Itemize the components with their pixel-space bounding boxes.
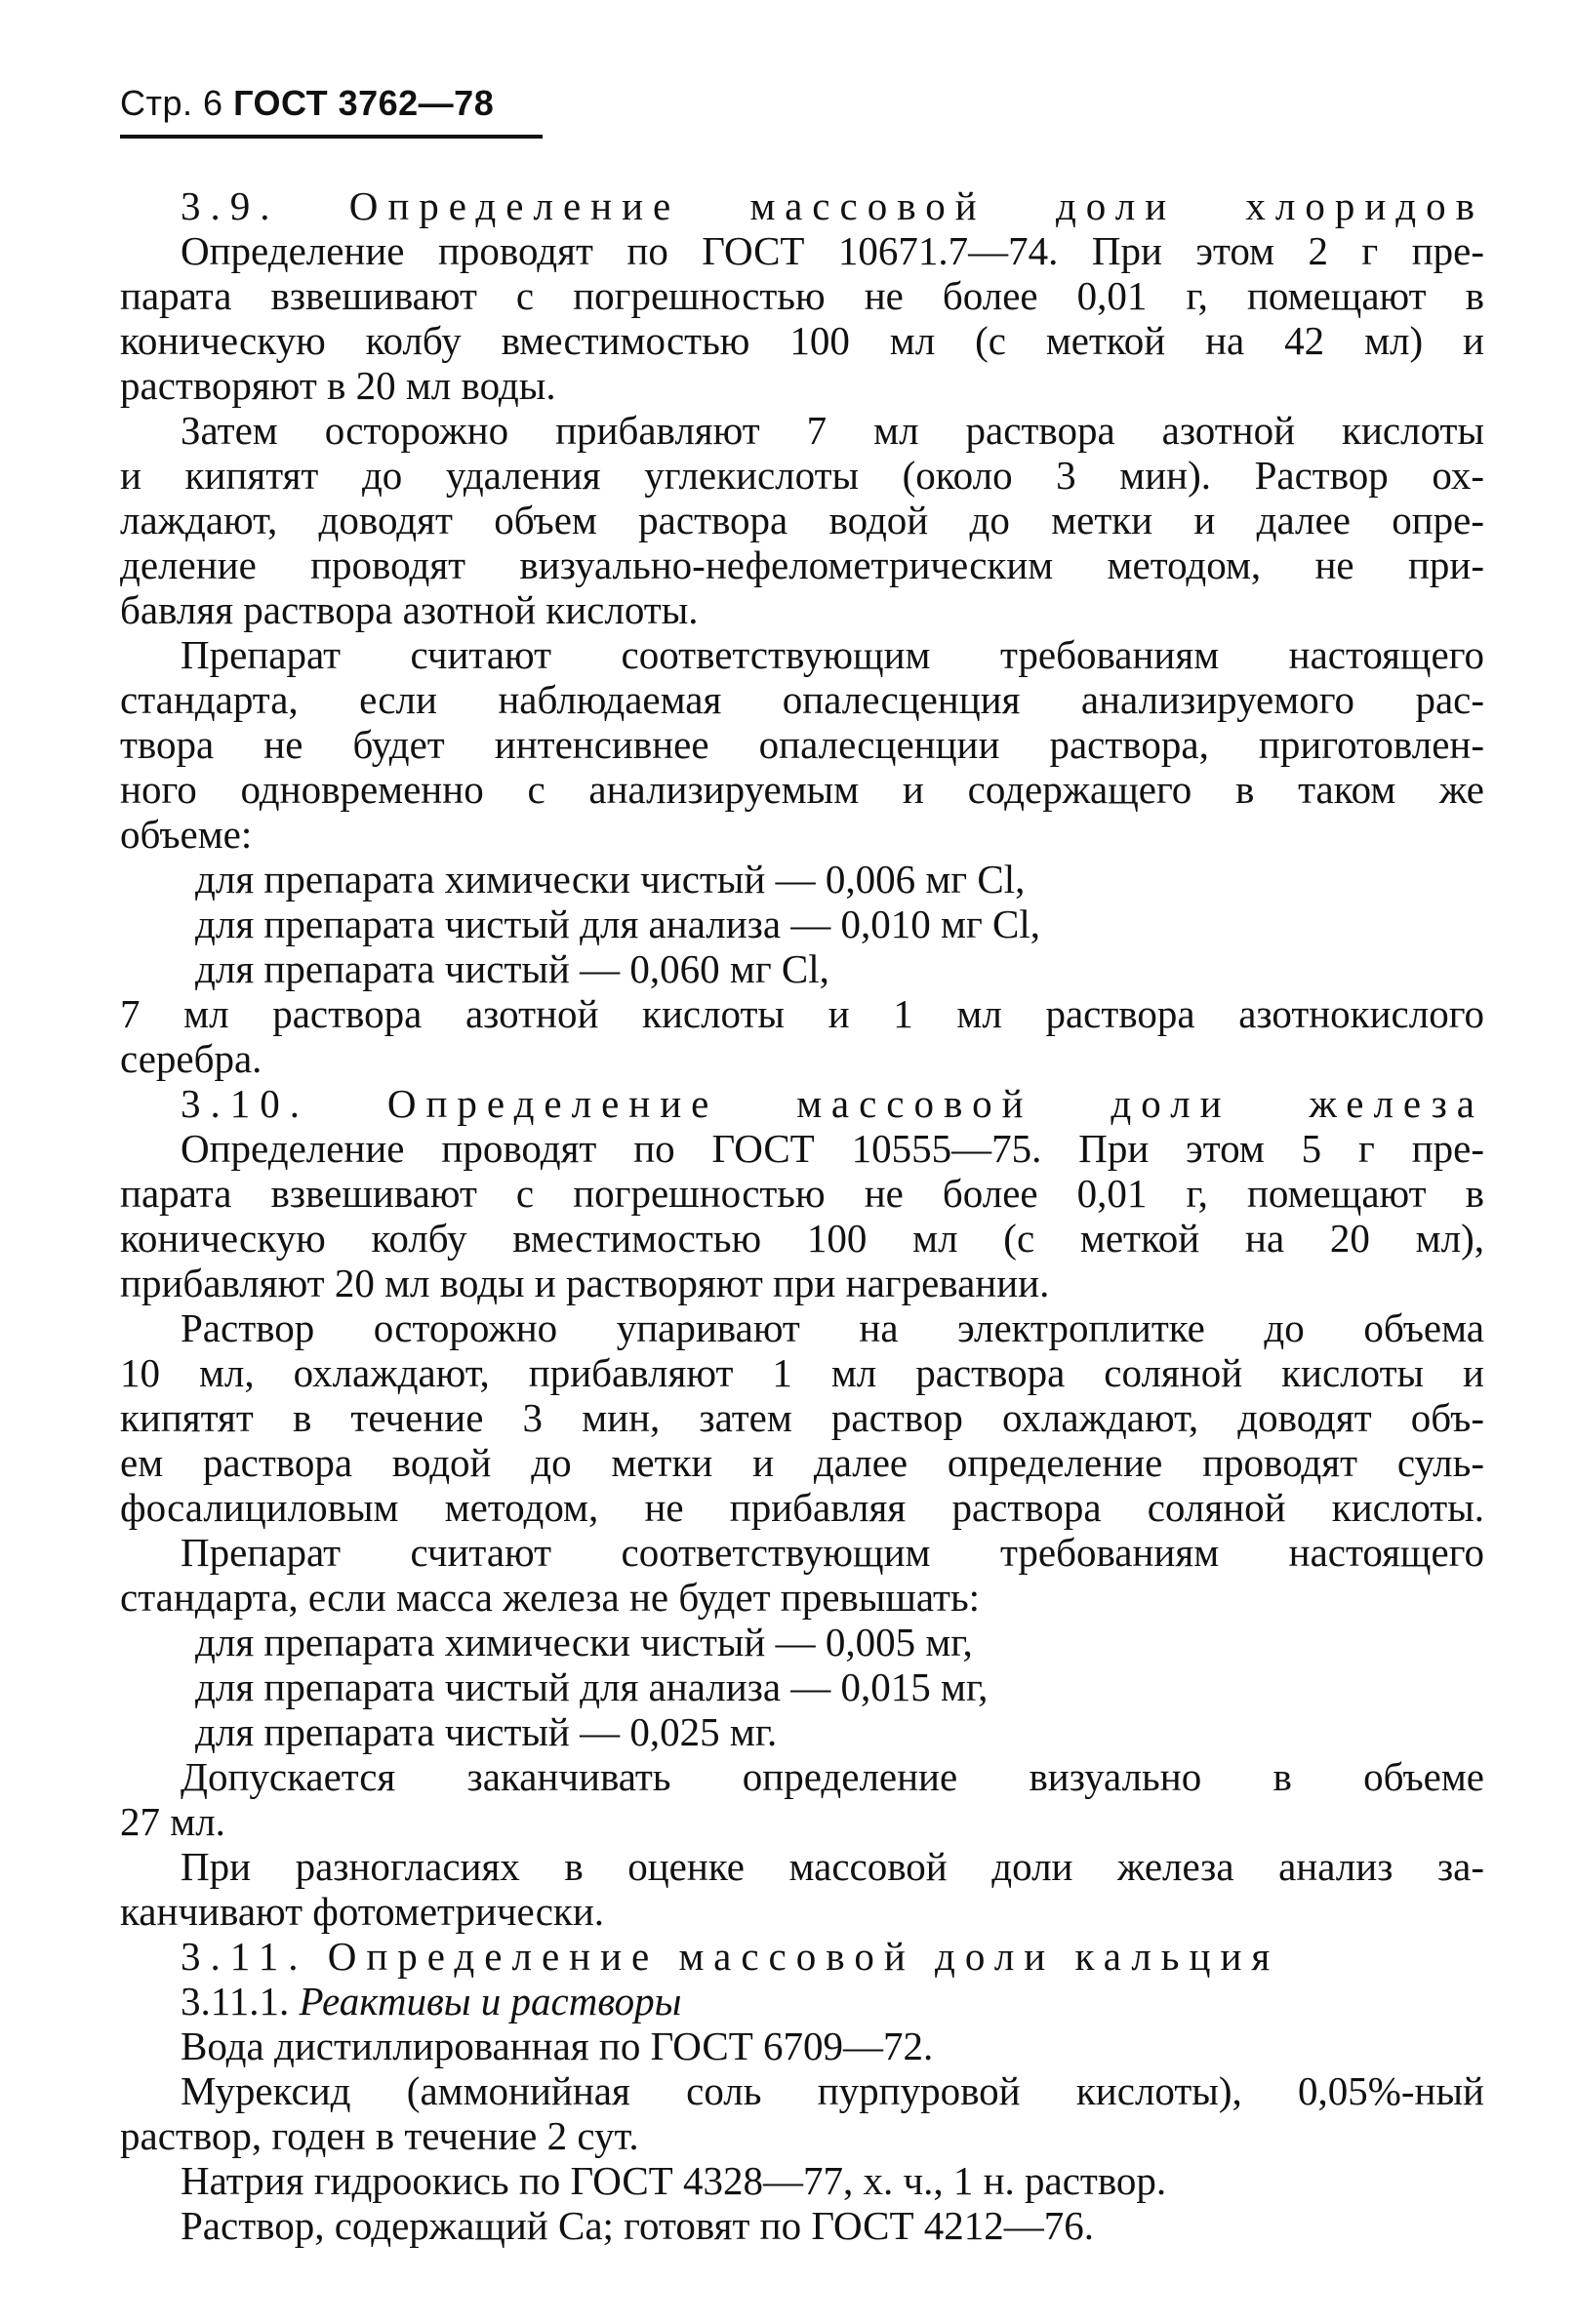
text-line: Препарат считают соответствующим требованиям настоящего [181,632,1484,677]
text-line: раствор, годен в течение 2 сут. [120,2113,639,2158]
subsection-number: 3.11.1. [181,1979,290,2023]
text-line: серебра. [120,1036,262,1081]
text-line: Затем осторожно прибавляют 7 мл раствора азотной кислоты [181,408,1484,453]
text-line: 10 мл, охлаждают, прибавляют 1 мл раствора соляной кислоты и [120,1350,1484,1395]
text-line: коническую колбу вместимостью 100 мл (с меткой на 20 мл), [120,1216,1484,1261]
text-line: Мурексид (аммонийная соль пурпуровой кислоты), 0,05%-ный [181,2068,1484,2113]
text-line: ного одновременно с анализируемым и содержащего в таком же [120,767,1484,812]
section-heading-chlorides: 3.9. Определение массовой доли хлоридов [181,183,1484,228]
text-line: и кипятят до удаления углекислоты (около 3 мин). Раствор ох- [120,453,1484,498]
list-item: для препарата химически чистый — 0,005 мг, [195,1620,973,1664]
text-line: парата взвешивают с погрешностью не более 0,01 г, помещают в [120,1171,1484,1216]
text-line: стандарта, если масса железа не будет превышать: [120,1575,981,1620]
page-header [120,84,494,123]
text-line: прибавляют 20 мл воды и растворяют при нагревании. [120,1261,1050,1305]
text-line: Препарат считают соответствующим требованиям настоящего [181,1530,1484,1575]
text-line: лаждают, доводят объем раствора водой до метки и далее опре- [120,498,1484,542]
list-item: для препарата химически чистый — 0,006 мг Cl, [195,857,1026,902]
subsection-title: Реактивы и растворы [299,1979,682,2023]
text-line: Вода дистиллированная по ГОСТ 6709—72. [181,2023,934,2068]
text-line: ем раствора водой до метки и далее определение проводят суль- [120,1440,1484,1485]
list-item: для препарата чистый для анализа — 0,010 мг Cl, [195,902,1041,946]
document-body [120,183,1484,2248]
text-line: Раствор осторожно упаривают на электроплитке до объема [181,1305,1484,1350]
page-number: Стр. 6 [120,83,223,123]
text-line: Допускается заканчивать определение визуально в объеме [181,1754,1484,1799]
text-line: кипятят в течение 3 мин, затем раствор охлаждают, доводят объ- [120,1395,1484,1440]
list-item: для препарата чистый — 0,060 мг Cl, [195,946,829,991]
text-line: растворяют в 20 мл воды. [120,363,556,408]
standard-code: ГОСТ 3762—78 [233,83,495,123]
text-line: деление проводят визуально-нефелометрическим методом, не при- [120,542,1484,587]
text-line: 7 мл раствора азотной кислоты и 1 мл раствора азотнокислого [120,991,1484,1036]
text-line: Раствор, содержащий Са; готовят по ГОСТ 4212—76. [181,2203,1095,2248]
text-line: Определение проводят по ГОСТ 10555—75. При этом 5 г пре- [181,1126,1484,1171]
list-item: для препарата чистый для анализа — 0,015 мг, [195,1664,989,1709]
section-heading-iron: 3.10. Определение массовой доли железа [181,1081,1484,1126]
section-heading-calcium: 3.11. Определение массовой доли кальция [181,1934,1280,1979]
text-line: парата взвешивают с погрешностью не более 0,01 г, помещают в [120,273,1484,318]
text-line: При разногласиях в оценке массовой доли железа анализ за- [181,1844,1484,1889]
text-line: объеме: [120,812,253,857]
list-item: для препарата чистый — 0,025 мг. [195,1709,778,1754]
text-line: канчивают фотометрически. [120,1889,605,1934]
text-line: Натрия гидроокись по ГОСТ 4328—77, х. ч., 1 н. раствор. [181,2158,1167,2203]
subsection-heading [120,1979,1484,2023]
text-line: стандарта, если наблюдаемая опалесценция анализируемого рас- [120,677,1484,722]
text-line: коническую колбу вместимостью 100 мл (с меткой на 42 мл) и [120,318,1484,363]
text-line: фосалициловым методом, не прибавляя раствора соляной кислоты. [120,1485,1484,1530]
text-line: твора не будет интенсивнее опалесценции раствора, приготовлен- [120,722,1484,767]
text-line: бавляя раствора азотной кислоты. [120,587,699,632]
text-line: 27 мл. [120,1799,225,1844]
text-line: Определение проводят по ГОСТ 10671.7—74. При этом 2 г пре- [181,228,1484,273]
header-rule [120,135,543,139]
